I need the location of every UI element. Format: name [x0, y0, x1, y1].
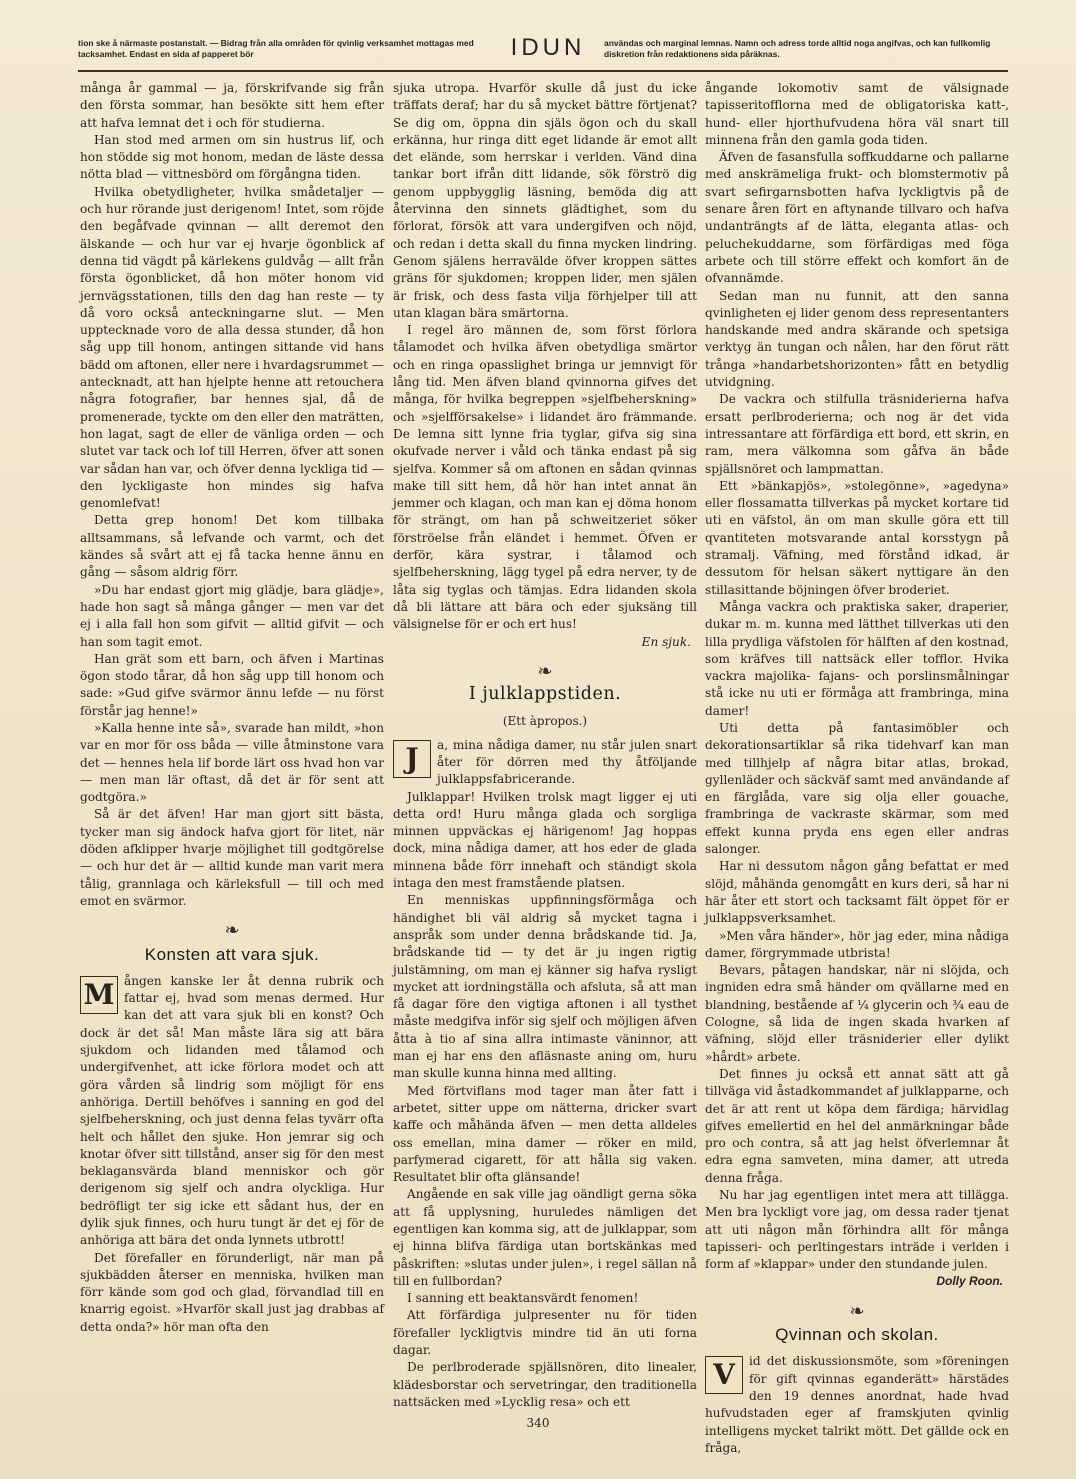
paragraph: I sanning ett beaktansvärdt fenomen!	[407, 1291, 639, 1306]
header-right-notice: användas och marginal lemnas. Namn och adress torde alltid noga angifvas, och kan fullkomlig diskretion från redaktionens sida påräknas.	[604, 38, 991, 59]
paragraph: »Kalla henne inte så», svarade han mildt, »hon var en mor för oss båda — ville åtminstone vara det — hennes hela lif borde lärt oss hvad hon var — men man lär oftast, då det är för sent att godtgöra.»	[80, 720, 384, 805]
ornament-icon: ❧	[849, 1300, 865, 1322]
paragraph: många år gammal — ja, förskrifvande sig från den första sommar, han besökte sitt hem efter att hafva lemnat det i och för studierna.	[80, 81, 384, 130]
paragraph: Detta grep honom! Det kom tillbaka alltsammans, så lefvande och varmt, och det kändes så svårt att ej få tacka henne ännu en gång — såsom aldrig förr.	[80, 513, 384, 580]
paragraph: Bevars, påtagen handskar, när ni slöjda, och ingniden edra små händer om qvällarne med en blandning, bestående af ¼ glycerin och ¾ eau de Cologne, så lida de ingen skada hvarken af väfning, slöjd eller träsniderier eller dylikt »hårdt» arbete.	[705, 963, 1009, 1064]
column-1	[80, 80, 384, 1336]
column-3	[705, 80, 1009, 1457]
paragraph: I regel äro männen de, som först förlora tålamodet och hvilka äfven obetydliga smärtor och en ringa opasslighet bringa ur jemnvigt för lång tid. Men äfven bland qvinnorna gifves det många, för hvilka begreppen »sjelfbeherskning» och »sjelfförsakelse» i lidandet äro främmande. De lemna sitt lynne fria tyglar, gifva sig sina okufvade nerver i våld och tänka endast på sig sjelfva. Kommer så om aftonen en sådan qvinnas make till sitt hem, då hör han intet annat än jemmer och klagan, och man kan ej döma honom för strängt, om han på schweitzeriet söker förströelse från eländet i hemmet. Öfven er derför, kära systrar, i tålamod och sjelfbeherskning, lägg tygel på edra nerver, ty de låta sig tyglas och tämjas. Edra lidanden skola då bli lättare att bära och eder sjuksäng till välsignelse för er och ert hus!	[393, 323, 697, 632]
drop-cap: V	[705, 1356, 743, 1394]
paragraph: Han grät som ett barn, och äfven i Martinas ögon stodo tårar, då hon såg upp till honom och sade: »Gud gifve svärmor ännu lefde — nu först förstår jag henne!»	[80, 651, 384, 718]
page-header	[78, 36, 1008, 72]
paragraph: En menniskas uppfinningsförmåga och händighet bli väl aldrig så mycket tagna i anspråk som under denna brådskande tid. Ja, brådskande tid — ty det är ju ingen rigtig julstämning, om man ej känner sig hafva rysligt mycket att iordningställa och afsluta, så att man få dagar före den vigtiga aftonen i all tysthet måste medgifva inför sig sjelf och möjligen äfven åtta à tio af sina allra intimaste väninnor, att man ej har ens den afläsnaste aning om, huru man skulle kunna hinna med allting.	[393, 893, 697, 1081]
article-title-julklapp: I julklappstiden.	[468, 684, 622, 705]
paragraph: Så är det äfven! Har man gjort sitt bästa, tycker man sig ändock hafva gjort för litet, när döden afklipper hvarje möjlighet till godtgörelse — och hur det är — alltid kunde man varit mera tålig, grannlaga och kärleksfull — till och med emot en svärmor.	[80, 807, 384, 908]
signature: En sjuk.	[641, 634, 691, 649]
paragraph: Angående en sak ville jag oändligt gerna söka att få upplysning, huruledes nämligen det egentligen kan komma sig, att de julklappar, som ej hinna blifva färdiga utan bortskänkas med påskriften: »slutas under julen», i regel sällan nå till en fullbordan?	[393, 1187, 697, 1288]
paragraph: Ett »bänkapjös», »stolegönne», »agedyna» eller flossamatta tillverkas på mycket kortare tid uti en väfstol, än om man skulle göra ett till qvantiteten motsvarande antal korsstygn på stramalj. Väfning, med förstånd idkad, är dessutom för helsan säkert nyttigare än den stillasittande böjningen öfver broderiet.	[705, 478, 1009, 597]
paragraph	[80, 973, 384, 1250]
drop-cap: J	[393, 740, 431, 778]
paragraph: Julklappar! Hvilken trolsk magt ligger ej uti detta ord! Huru många glada och sorgliga minnen uppväckas ej härigenom! Jag hoppas dock, mina nådiga damer, att hos eder de glada minnena både förr innehaft och ständigt skola intaga den mest framstående platsen.	[393, 789, 697, 891]
paragraph: Det förefaller en förunderligt, när man på sjukbädden återser en menniska, hvilken man förr kände som god och glad, förvandlad till en knarrig egoist. »Hvarför skall just jag drabbas af detta onda?» hör man ofta den	[80, 1250, 384, 1334]
paragraph: Med förtviflans mod tager man åter fatt i arbetet, sitter uppe om nätterna, dricker svart kaffe och måhända äfven — men detta alldeles oss emellan, mina damer — röker en mild, parfymerad cigarett, för att hålla sig vaken. Resultatet blir ofta glänsande!	[393, 1083, 697, 1185]
paragraph: De vackra och stilfulla träsniderierna hafva ersatt perlbroderierna; och nog är det vida intressantare att förfärdiga ett bord, ett skrin, en ram, mera välkomna som gåfva än både spjällsnöret och lampmattan.	[705, 392, 1009, 476]
header-left-notice: tion ske å närmaste postanstalt. — Bidrag från alla områden för qvinlig verksamhet mottagas med tacksamhet. Endast en sida af papperet bör	[78, 38, 474, 59]
paragraph: Sedan man nu funnit, att den sanna qvinligheten ej lider genom dess representanters handskande med andra skärande och spetsiga verktyg än tungan och nålen, har den förut rätt trånga »handarbetshorizonten» fått en betydlig utvidgning.	[705, 288, 1009, 390]
paragraph: Uti detta på fantasimöbler och dekorationsartiklar så rika tidehvarf kan man med tillhjelp af några bitar atlas, brokad, gyllenläder och säckväf samt med användande af en färglåda, vare sig olja eller gouache, frambringa de vackraste skärmar, som med effekt kunna pryda ens egen eller andras salonger.	[705, 720, 1009, 857]
paragraph: Har ni dessutom någon gång befattat er med slöjd, måhända genomgått en kurs deri, så har ni här åter ett stort och tacksamt fält öppet för er julklappsverksamhet.	[705, 859, 1009, 926]
paragraph: »Men våra händer», hör jag eder, mina nådiga damer, förgrymmade utbrista!	[705, 928, 1009, 960]
paragraph: Han stod med armen om sin hustrus lif, och hon stödde sig mot honom, medan de läste dessa nötta blad — vittnesbörd om förgångna tiden.	[80, 132, 384, 182]
paragraph: De perlbroderade spjällsnören, dito linealer, klädesborstar och servetringar, den traditionella nattsäcken med »Lycklig resa» och ett	[393, 1360, 697, 1409]
paragraph-text: ången kanske ler åt denna rubrik och fattar ej, hvad som menas dermed. Hur kan det att vara sjuk bli en konst? Och dock är det så! Man måste lära sig att bära sjukdom och lidanden med tålamod och undergifvenhet, att icke förlora modet och att göra vården så lindrig som möjligt för ens anhöriga. Dertill behöfves i sanning en god del sjelfbeherskning, och just denna felas tyvärr ofta helt och hållet den sjuke. Hon jemrar sig och knotar öfver sitt tillstånd, anser sig för den mest beklagansvärda bland menniskor och gör derigenom sig sjelf och andra olyckliga. Hur bedröfligt ter sig icke ett sådant hus, der en dylik sjuk finnes, och huru tungt är det ej för de anhöriga att bära det onda lynnets utbrott!	[80, 973, 384, 1248]
column-2	[393, 80, 697, 1411]
paragraph: Det finnes ju också ett annat sätt att gå tillväga vid åstadkommandet af julklapparne, och det är att rent ut köpa dem färdiga; härvidlag gifves emellertid en hel del anmärkningar både pro och contra, så att jag helst öfverlemnar åt edra egna samveten, mina damer, att utreda denna fråga.	[705, 1066, 1009, 1185]
drop-cap: M	[80, 976, 118, 1014]
paragraph-text: id det diskussionsmöte, som »föreningen för gift qvinnas eganderätt» härstädes den 19 dennes anordnat, hade hvad hufvudstaden eger af framskjuten qvinlig intelligens mycket talrikt mött. Det gällde ock en fråga,	[705, 1354, 1009, 1455]
ornament-icon: ❧	[537, 660, 553, 682]
ornament-icon: ❧	[224, 920, 240, 942]
paragraph	[705, 1353, 1009, 1457]
masthead-title: IDUN	[510, 34, 586, 61]
paragraph: Hvilka obetydligheter, hvilka smådetaljer — och hur rörande just derigenom! Intet, som röjde den begåfvade qvinnan — allt deremot den älskande — och hur var ej hvarje ögonblick af denna tid vägdt på kärlekens guldvåg — allt från första ögonblicket, då hon möter honom vid jernvägsstationen, tills den dag han reste — ty då voro också anteckningarne slut. — Men upptecknade voro de alla dessa stunder, då hon såg upp till honom, antingen sittande vid hans bädd om aftonen, eller nere i hvardagsrummet — antecknadt, att han hjelpte henne att retouchera några fotografier, bar hennes sjal, då de promenerade, tyckte om den eller den maträtten, hon lagat, sagt de eller de vänliga orden — och slutet var tack och lof till Herren, öfver att sonen var sådan han var, och öfver denna lyckliga tid — den lyckligaste hon mindes sig hafva genomlefvat!	[80, 184, 384, 511]
paragraph: »Du har endast gjort mig glädje, bara glädje», hade hon sagt så många gånger — men var det ej i alla fall hon som gifvit — alltid gifvit — och han som tagit emot.	[80, 582, 384, 649]
article-title-qvinnan: Qvinnan och skolan.	[775, 1325, 939, 1345]
paragraph-text: a, mina nådiga damer, nu står julen snart åter för dörren med thy åtföljande julklappsfabricerande.	[437, 737, 697, 787]
article-title-konsten: Konsten att vara sjuk.	[144, 944, 320, 964]
article-subtitle: (Ett àpropos.)	[502, 714, 588, 729]
paragraph: Äfven de fasansfulla soffkuddarne och pallarne med anskrämeliga frukt- och blomstermotiv på svart sefirgarnsbotten hafva lyckligtvis på de senare åren fört en aftynande tillvaro och hafva undanträngts af de lätta, eleganta atlas- och peluchekuddarne, som förfärdigas med föga arbete och till större effekt och komfort än de ofvannämde.	[705, 150, 1009, 286]
signature: Dolly Roon.	[936, 1274, 1003, 1289]
paragraph: sjuka utropa. Hvarför skulle då just du icke träffats deraf; har du så mycket bättre förtjenat? Se dig om, öppna din själs ögon och du skall erkänna, hur ringa ditt eget lidande är emot allt det elände, som herrskar i verlden. Vänd dina tankar bort ifrån ditt lidande, sök förströ dig genom uppbygglig läsning, bemöda dig att återvinna den sinnets glädtighet, som du förlorat, försök att vara undergifven och nöjd, och redan i detta skall du finna mycken lindring. Genom själens herravälde öfver kroppen sättes gräns för sjukdomen; kroppen lider, men själen är frisk, och dess fasta vilja förhjelper till att utan klagan bära smärtorna.	[393, 81, 697, 320]
paragraph: Nu har jag egentligen intet mera att tillägga. Men bra lyckligt vore jag, om dessa rader tjenat att uti någon mån förhindra allt för många tapisseri- och perltingestars inträde i verlden i form af »klappar» under den stundande julen.	[705, 1188, 1009, 1272]
paragraph	[393, 737, 697, 789]
paragraph: ångande lokomotiv samt de välsignade tapisseritofflorna med de obligatoriska katt-, hund- eller hjorthufvudena höra väl snart till minnena från den gamla goda tiden.	[705, 81, 1009, 147]
paragraph: Många vackra och praktiska saker, draperier, dukar m. m. kunna med lätthet tillverkas uti den lilla prydliga väfstolen för hälften af den kostnad, som kräfves till nattsäck eller tofflor. Hvika vackra majolika- fajans- och porslinsmålningar stå icke nu uti er förmåga att frambringa, mina damer!	[705, 599, 1009, 718]
paragraph: Att förfärdiga julpresenter nu för tiden förefaller lyckligtvis mindre tid än uti forna dagar.	[393, 1308, 697, 1358]
page-number: 340	[526, 1416, 550, 1430]
